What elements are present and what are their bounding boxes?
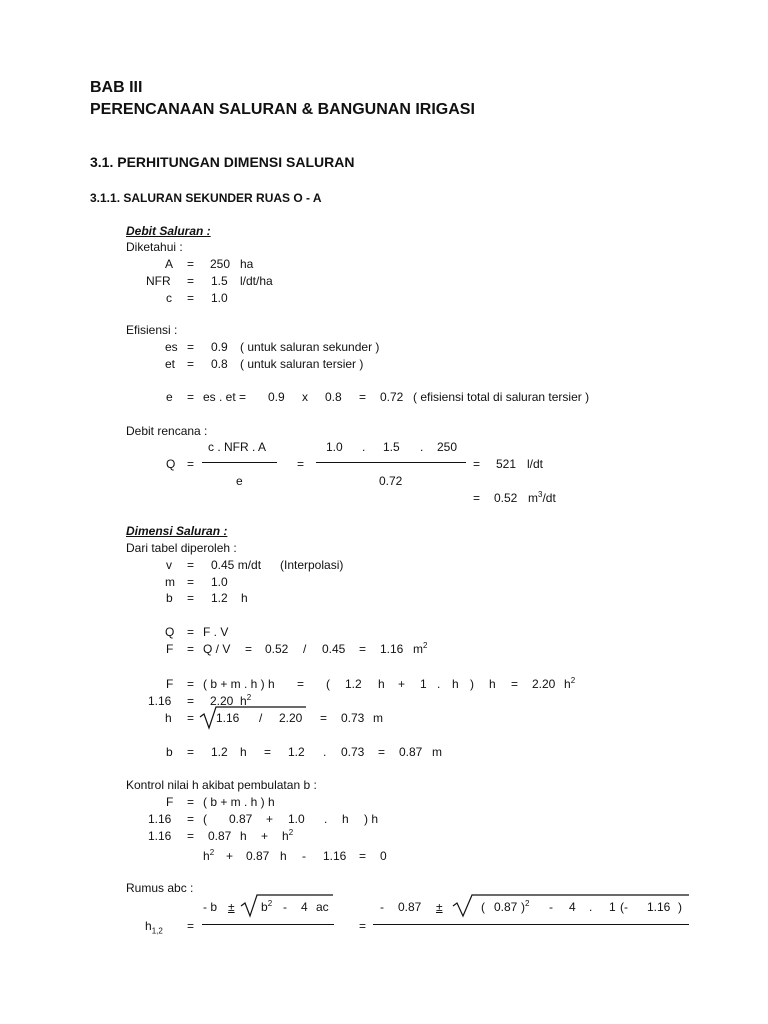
abc-minus-b: - b bbox=[203, 900, 218, 914]
equals-sign: = bbox=[187, 642, 195, 656]
var-e-note: ( efisiensi total di saluran tersier ) bbox=[413, 390, 590, 404]
k-r4-result: 0 bbox=[380, 849, 387, 863]
eq-r1-value: 2.20 bbox=[210, 694, 234, 708]
q-num-2: 1.5 bbox=[383, 440, 400, 454]
minus-sign: - bbox=[549, 900, 553, 914]
eq-F-label: F bbox=[166, 642, 174, 656]
equals-sign: = bbox=[473, 457, 481, 471]
q-result: 521 bbox=[496, 457, 517, 471]
minus-sign: - bbox=[283, 900, 287, 914]
equals-sign: = bbox=[187, 745, 195, 759]
fraction-bar bbox=[202, 924, 334, 925]
kontrol-heading: Kontrol nilai h akibat pembulatan b : bbox=[126, 778, 317, 792]
var-e-label: e bbox=[166, 390, 173, 404]
diketahui-label: Diketahui : bbox=[126, 240, 183, 254]
tabel-label: Dari tabel diperoleh : bbox=[126, 541, 237, 555]
equals-sign: = bbox=[297, 457, 305, 471]
equals-sign: = bbox=[378, 745, 386, 759]
equals-sign: = bbox=[359, 390, 367, 404]
equals-sign: = bbox=[511, 677, 519, 691]
var-e-result: 0.72 bbox=[380, 390, 404, 404]
times-sign: x bbox=[302, 390, 308, 404]
var-A-unit: ha bbox=[240, 257, 254, 271]
var-c-value: 1.0 bbox=[211, 291, 228, 305]
paren: ( bbox=[481, 900, 485, 914]
eq-Q-label: Q bbox=[165, 625, 175, 639]
equals-sign: = bbox=[264, 745, 272, 759]
q-num-1: 1.0 bbox=[326, 440, 343, 454]
eq-r2-a: 1.16 bbox=[216, 711, 240, 725]
equals-sign: = bbox=[187, 625, 195, 639]
k-r3-h: h bbox=[240, 829, 247, 843]
q-dot: . bbox=[420, 440, 424, 454]
equals-sign: = bbox=[245, 642, 253, 656]
q-num-3: 250 bbox=[437, 440, 458, 454]
eq-F2-h: h bbox=[489, 677, 496, 691]
var-c-label: c bbox=[166, 291, 172, 305]
eq-r3-result: 0.87 bbox=[399, 745, 423, 759]
eq-F-expr: Q / V bbox=[203, 642, 231, 656]
dot: . bbox=[589, 900, 593, 914]
plus-minus: ± bbox=[436, 900, 443, 914]
equals-sign: = bbox=[187, 357, 195, 371]
paren: ) bbox=[678, 900, 682, 914]
abc-b2: $b^2$ bbox=[261, 899, 273, 914]
var-v-label: v bbox=[166, 558, 172, 572]
abc2-b-val: 0.87 bbox=[494, 900, 518, 914]
q-dot: . bbox=[362, 440, 366, 454]
abc2-minus: - bbox=[380, 900, 384, 914]
var-A-label: A bbox=[165, 257, 174, 271]
dot: . bbox=[323, 745, 327, 759]
eq-r1-label: 1.16 bbox=[148, 694, 172, 708]
eq-F2-h2: $h^2$ bbox=[564, 676, 576, 691]
var-et-label: et bbox=[165, 357, 176, 371]
eq-r2-b: 2.20 bbox=[279, 711, 303, 725]
section-title: 3.1. PERHITUNGAN DIMENSI SALURAN bbox=[90, 154, 355, 170]
q-result-m3: 0.52 bbox=[494, 491, 518, 505]
var-es-value: 0.9 bbox=[211, 340, 228, 354]
abc-h12: $h_{1,2}$ bbox=[145, 919, 163, 936]
eq-F2-one: 1 bbox=[420, 677, 427, 691]
equals-sign: = bbox=[473, 491, 481, 505]
equals-sign: = bbox=[297, 677, 305, 691]
eq-F2-a: 1.2 bbox=[345, 677, 362, 691]
fraction-bar bbox=[316, 462, 466, 463]
abc-heading: Rumus abc : bbox=[126, 881, 194, 895]
eq-r2-unit: m bbox=[373, 711, 383, 725]
eq-F-result: 1.16 bbox=[380, 642, 404, 656]
efisiensi-label: Efisiensi : bbox=[126, 323, 178, 337]
equals-sign: = bbox=[187, 575, 195, 589]
eq-r3-b: 1.2 bbox=[288, 745, 305, 759]
eq-r2-result: 0.73 bbox=[341, 711, 365, 725]
eq-r3-label: b bbox=[166, 745, 173, 759]
dot: . bbox=[437, 677, 441, 691]
abc2-four: 4 bbox=[569, 900, 576, 914]
equals-sign: = bbox=[187, 591, 195, 605]
equals-sign: = bbox=[187, 274, 195, 288]
minus-sign: - bbox=[302, 849, 306, 863]
equals-sign: = bbox=[187, 812, 195, 826]
var-m-value: 1.0 bbox=[211, 575, 228, 589]
k-r4-h2: $h^2$ bbox=[203, 848, 215, 863]
plus-sign: + bbox=[261, 829, 269, 843]
var-b-label: b bbox=[166, 591, 173, 605]
plus-minus: ± bbox=[228, 900, 235, 914]
equals-sign: = bbox=[187, 340, 195, 354]
eq-F2-label: F bbox=[166, 677, 174, 691]
var-NFR-label: NFR bbox=[146, 274, 171, 288]
equals-sign: = bbox=[187, 677, 195, 691]
equals-sign: = bbox=[359, 849, 367, 863]
dimensi-heading: Dimensi Saluran : bbox=[126, 524, 228, 538]
k-r4-h: h bbox=[280, 849, 287, 863]
eq-r2-label: h bbox=[165, 711, 172, 725]
abc-ac: ac bbox=[316, 900, 329, 914]
var-et-value: 0.8 bbox=[211, 357, 228, 371]
equals-sign: = bbox=[359, 919, 367, 933]
eq-F2-h: h bbox=[378, 677, 385, 691]
k-r2-label: 1.16 bbox=[148, 812, 172, 826]
var-e-expr: es . et = bbox=[203, 390, 247, 404]
q-unit-m3: $m^3/dt$ bbox=[528, 490, 556, 505]
equals-sign: = bbox=[187, 291, 195, 305]
k-r1-label: F bbox=[166, 795, 174, 809]
var-Q-label: Q bbox=[166, 457, 176, 471]
q-den-value: 0.72 bbox=[379, 474, 403, 488]
slash: / bbox=[259, 711, 263, 725]
k-r3-a: 0.87 bbox=[208, 829, 232, 843]
var-NFR-value: 1.5 bbox=[211, 274, 228, 288]
eq-F2-result: 2.20 bbox=[532, 677, 556, 691]
plus-sign: + bbox=[226, 849, 234, 863]
var-b-value: 1.2 bbox=[211, 591, 228, 605]
eq-r3-a: 1.2 bbox=[211, 745, 228, 759]
eq-F2-h: h bbox=[452, 677, 459, 691]
plus-sign: + bbox=[266, 812, 274, 826]
var-v-note: (Interpolasi) bbox=[280, 558, 344, 572]
plus-sign: + bbox=[398, 677, 406, 691]
k-r2-close: ) h bbox=[364, 812, 379, 826]
var-A-value: 250 bbox=[210, 257, 231, 271]
paren: ( bbox=[326, 677, 330, 691]
k-r4-b: 1.16 bbox=[323, 849, 347, 863]
abc2-one: 1 bbox=[609, 900, 616, 914]
k-r2-h: h bbox=[342, 812, 349, 826]
dot: . bbox=[324, 812, 328, 826]
equals-sign: = bbox=[187, 919, 195, 933]
paren: ( bbox=[203, 812, 207, 826]
var-NFR-unit: l/dt/ha bbox=[240, 274, 273, 288]
var-es-note: ( untuk saluran sekunder ) bbox=[240, 340, 380, 354]
k-r4-a: 0.87 bbox=[246, 849, 270, 863]
equals-sign: = bbox=[187, 829, 195, 843]
eq-F-v1: 0.52 bbox=[265, 642, 289, 656]
eq-F-unit: $m^2$ bbox=[413, 641, 428, 656]
k-r3-label: 1.16 bbox=[148, 829, 172, 843]
equals-sign: = bbox=[187, 795, 195, 809]
k-r2-a: 0.87 bbox=[229, 812, 253, 826]
equals-sign: = bbox=[187, 457, 195, 471]
eq-r3-c: 0.73 bbox=[341, 745, 365, 759]
paren: ) bbox=[470, 677, 474, 691]
abc-four: 4 bbox=[301, 900, 308, 914]
abc2-b: 0.87 bbox=[398, 900, 422, 914]
var-e-v1: 0.9 bbox=[268, 390, 285, 404]
var-e-v2: 0.8 bbox=[325, 390, 342, 404]
eq-r3-unit: m bbox=[432, 745, 442, 759]
var-et-note: ( untuk saluran tersier ) bbox=[240, 357, 364, 371]
fraction-bar bbox=[373, 924, 689, 925]
eq-F2-expr: ( b + m . h ) h bbox=[203, 677, 275, 691]
k-r1-expr: ( b + m . h ) h bbox=[203, 795, 275, 809]
q-numerator: c . NFR . A bbox=[208, 440, 267, 454]
abc2-open: (- bbox=[620, 900, 628, 914]
equals-sign: = bbox=[187, 694, 195, 708]
equals-sign: = bbox=[187, 257, 195, 271]
eq-r1-h2: $h^2$ bbox=[240, 693, 252, 708]
var-v-value: 0.45 m/dt bbox=[211, 558, 262, 572]
q-denominator: e bbox=[236, 474, 243, 488]
equals-sign: = bbox=[359, 642, 367, 656]
debit-heading: Debit Saluran : bbox=[126, 224, 211, 238]
subsection-title: 3.1.1. SALURAN SEKUNDER RUAS O - A bbox=[90, 191, 322, 205]
equals-sign: = bbox=[320, 711, 328, 725]
abc2-c: 1.16 bbox=[647, 900, 671, 914]
debit-rencana-label: Debit rencana : bbox=[126, 424, 208, 438]
var-b-unit: h bbox=[241, 591, 248, 605]
eq-r3-h: h bbox=[240, 745, 247, 759]
k-r2-b: 1.0 bbox=[288, 812, 305, 826]
eq-Q-expr: F . V bbox=[203, 625, 229, 639]
slash: / bbox=[303, 642, 307, 656]
var-m-label: m bbox=[165, 575, 175, 589]
equals-sign: = bbox=[187, 558, 195, 572]
abc2-b-close: )$^2$ bbox=[521, 899, 530, 914]
var-es-label: es bbox=[165, 340, 178, 354]
fraction-bar bbox=[202, 462, 277, 463]
k-r3-h2: $h^2$ bbox=[282, 828, 294, 843]
equals-sign: = bbox=[187, 390, 195, 404]
equals-sign: = bbox=[187, 711, 195, 725]
q-unit: l/dt bbox=[527, 457, 544, 471]
eq-F-v2: 0.45 bbox=[322, 642, 346, 656]
chapter-title: PERENCANAAN SALURAN & BANGUNAN IRIGASI bbox=[90, 101, 475, 118]
chapter-label: BAB III bbox=[90, 79, 143, 96]
